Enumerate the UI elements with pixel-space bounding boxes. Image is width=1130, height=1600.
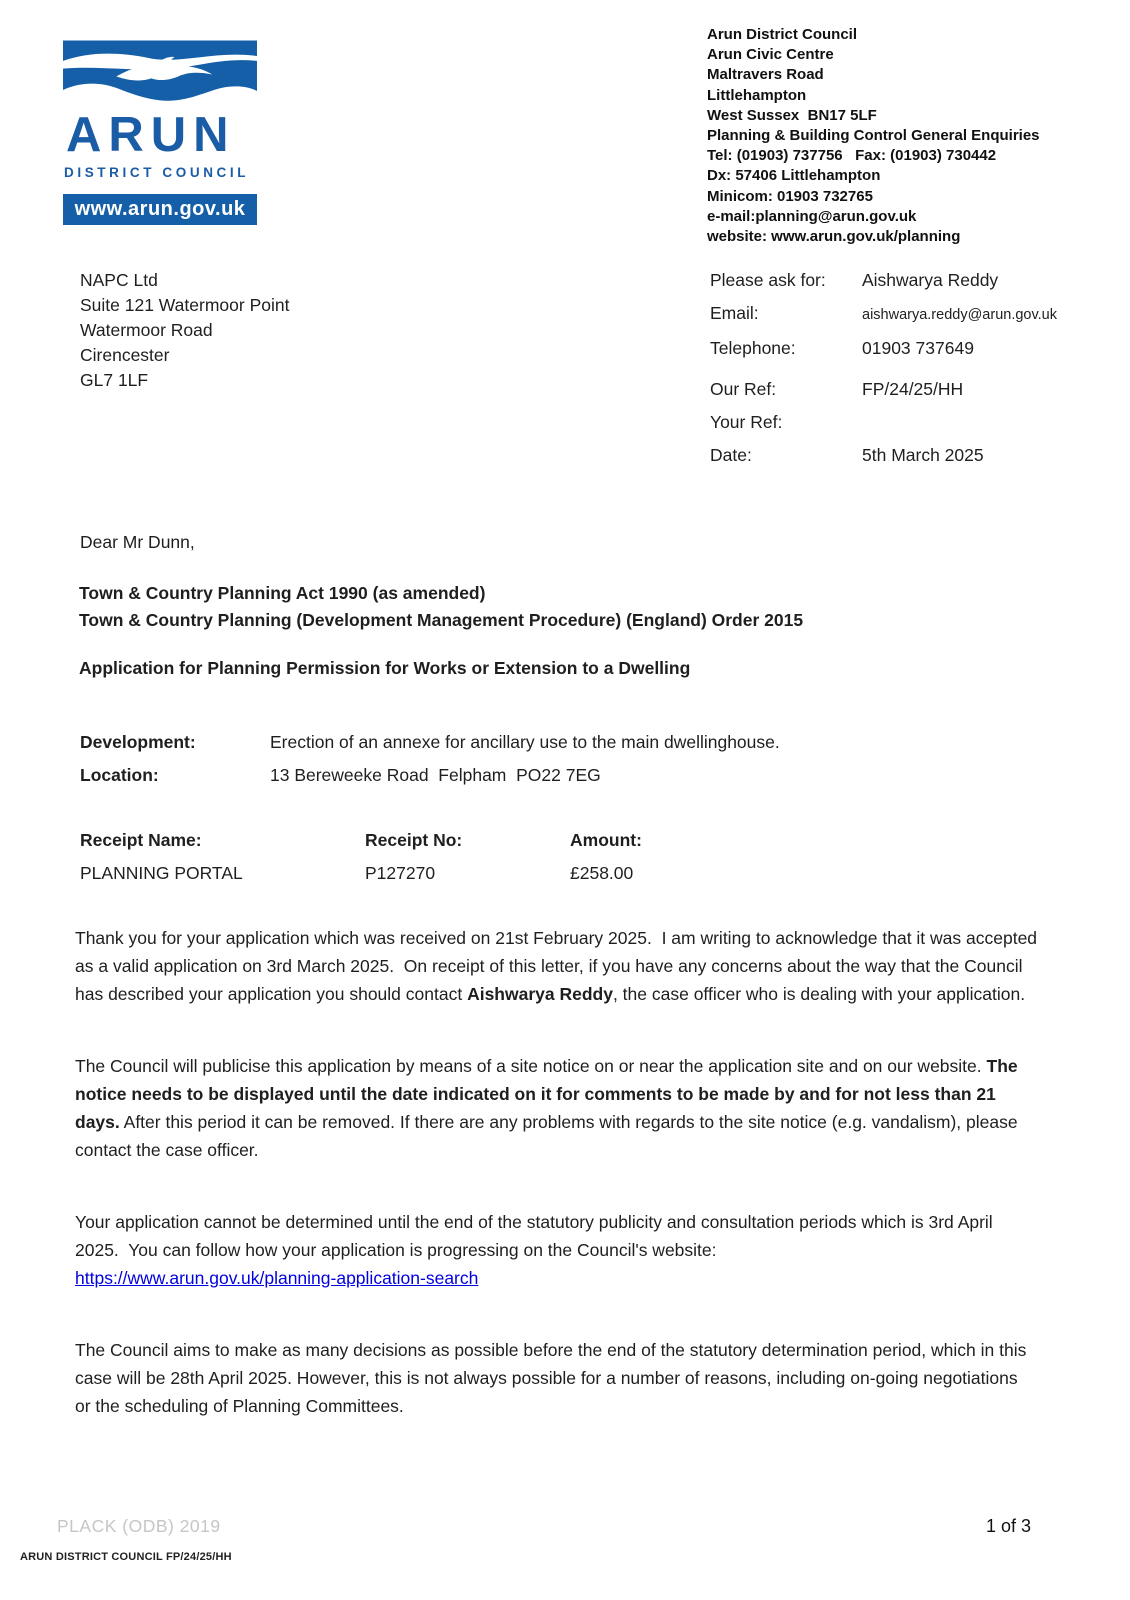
council-address-line: Minicom: 01903 732765 (707, 187, 873, 205)
council-address-line: Littlehampton (707, 86, 807, 104)
our-ref-value: FP/24/25/HH (862, 379, 964, 399)
case-officer-phone: 01903 737649 (862, 338, 974, 358)
paragraph-text: , the case officer who is dealing with your application. (612, 984, 1026, 1004)
application-type-heading: Application for Planning Permission for Works or Extension to a Dwelling (79, 658, 691, 678)
council-address-line: e-mail:planning@arun.gov.uk (707, 207, 917, 225)
receipt-table (80, 826, 1038, 887)
council-address-line: Maltravers Road (707, 66, 824, 84)
contact-reference-block (710, 268, 1105, 476)
council-address-line: West Sussex BN17 5LF (707, 106, 877, 124)
subject-line-1: Town & Country Planning Act 1990 (as amended) (79, 583, 486, 603)
paragraph-text: After this period it can be removed. If there are any problems with regards to the site notice (e.g. vandalism), please contact the case officer. (75, 1112, 1023, 1160)
arun-logo (63, 40, 259, 225)
receipt-amount-value: £258.00 (570, 863, 634, 883)
date-label: Date: (710, 445, 752, 465)
letter-body (75, 528, 1042, 1420)
council-address-line: Arun Civic Centre (707, 46, 834, 64)
recipient-line: NAPC Ltd (80, 270, 158, 290)
logo-subtitle: DISTRICT COUNCIL (64, 165, 250, 180)
development-label: Development: (80, 732, 196, 752)
please-ask-for-label: Please ask for: (710, 270, 826, 290)
your-ref-label: Your Ref: (710, 412, 783, 432)
planning-application-search-link[interactable]: https://www.arun.gov.uk/planning-application-search (75, 1268, 479, 1288)
case-officer-name: Aishwarya Reddy (862, 270, 999, 290)
subject-line-2: Town & Country Planning (Development Management Procedure) (England) Order 2015 (79, 609, 804, 630)
paragraph-acknowledgement (75, 924, 1042, 1008)
council-address-line: Tel: (01903) 737756 Fax: (01903) 730442 (707, 147, 997, 165)
date-value: 5th March 2025 (862, 445, 984, 465)
seagull-wave-emblem-icon (63, 40, 257, 106)
subject-block (79, 580, 1038, 633)
paragraph-text: Your application cannot be determined until the end of the statutory publicity and consultation periods which is 3rd April 2025. You can follow how your application is progressing on the Council's website: (75, 1212, 998, 1260)
paragraph-site-notice (75, 1052, 1038, 1164)
paragraph-text: The Council aims to make as many decisions as possible before the end of the statutory determination period, which in this case will be 28th April 2025. However, this is not always possible for a number of reasons, including on-going negotiations or the scheduling of Planning Committees. (75, 1340, 1032, 1416)
council-address-line: Planning & Building Control General Enquiries (707, 127, 1040, 145)
paragraph-text: Thank you for your application which was received on 21st February 2025. I am writing to acknowledge that it was accepted as a valid application on 3rd March 2025. On receipt of this letter, if you have any concerns about the way that the Council has described your application you should contact (75, 928, 1042, 1004)
receipt-name-value: PLANNING PORTAL (80, 863, 243, 883)
council-address-block (707, 25, 1107, 247)
receipt-no-value: P127270 (365, 863, 436, 883)
paragraph-text: The Council will publicise this application by means of a site notice on or near the application site and on our website. (75, 1056, 987, 1076)
recipient-line: GL7 1LF (80, 370, 149, 390)
recipient-line: Watermoor Road (80, 320, 213, 340)
council-address-line: Arun District Council (707, 26, 858, 43)
council-address-line: website: www.arun.gov.uk/planning (707, 228, 961, 246)
recipient-line: Cirencester (80, 345, 170, 365)
salutation: Dear Mr Dunn, (80, 532, 195, 552)
our-ref-label: Our Ref: (710, 379, 777, 399)
council-address-line: Dx: 57406 Littlehampton (707, 167, 881, 185)
recipient-line: Suite 121 Watermoor Point (80, 295, 290, 315)
location-label: Location: (80, 765, 159, 785)
receipt-amount-header: Amount: (570, 830, 642, 850)
site-notice-bold-text: The notice needs to be displayed until the date indicated on it for comments to be made by and for not less than 21 days. (75, 1056, 1023, 1132)
page-number: 1 of 3 (986, 1516, 1032, 1536)
receipt-name-header: Receipt Name: (80, 830, 202, 850)
footer-document-reference: ARUN DISTRICT COUNCIL FP/24/25/HH (20, 1551, 232, 1563)
logo-wordmark: ARUN (66, 108, 236, 162)
email-label: Email: (710, 303, 759, 323)
development-value: Erection of an annexe for ancillary use to the main dwellinghouse. (270, 732, 780, 752)
telephone-label: Telephone: (710, 338, 796, 358)
logo-website-bar: www.arun.gov.uk (63, 194, 257, 225)
case-officer-name-bold: Aishwarya Reddy (467, 984, 613, 1004)
paragraph-determination (75, 1336, 1038, 1420)
location-value: 13 Bereweeke Road Felpham PO22 7EG (270, 765, 601, 785)
case-officer-email: aishwarya.reddy@arun.gov.uk (862, 307, 1057, 323)
footer-form-code: PLACK (ODB) 2019 (57, 1516, 221, 1536)
paragraph-consultation (75, 1208, 1038, 1292)
receipt-no-header: Receipt No: (365, 830, 463, 850)
development-details (80, 728, 1038, 789)
recipient-address-block (80, 268, 289, 393)
